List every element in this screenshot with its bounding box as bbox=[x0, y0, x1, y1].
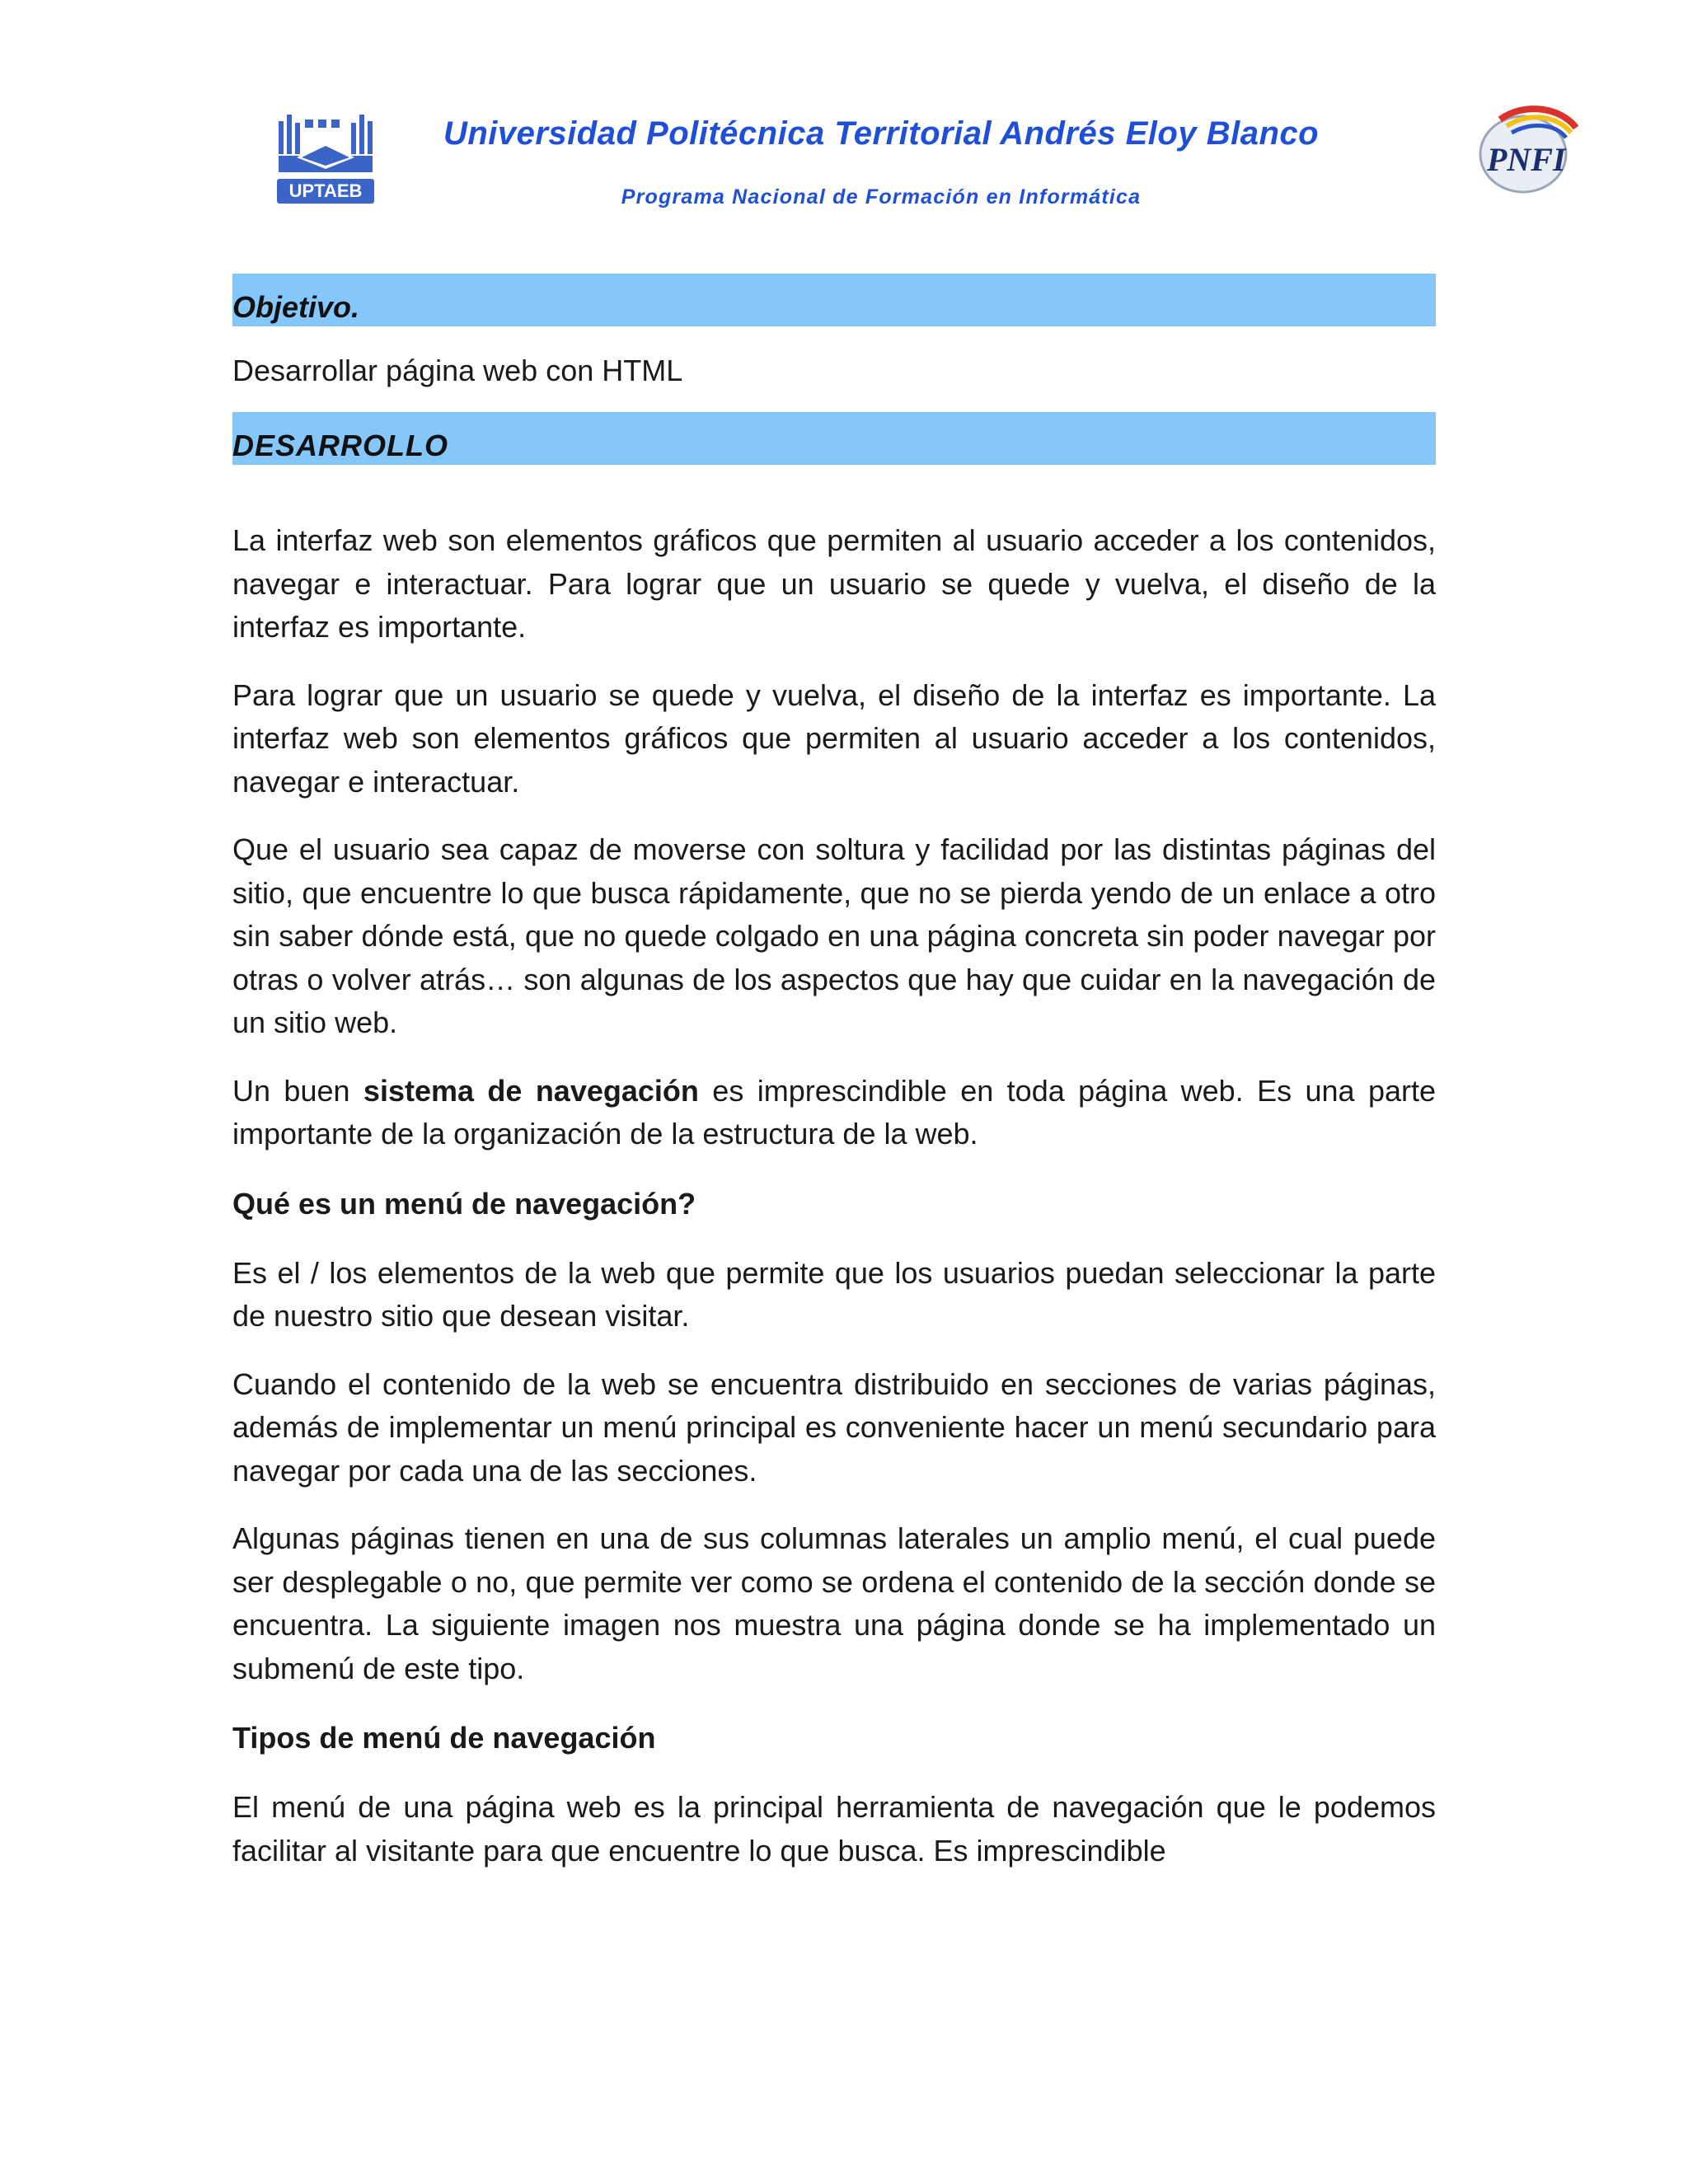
paragraph-3: Que el usuario sea capaz de moverse con soltura y facilidad por las distintas páginas del sitio, que encuentre lo que busca rápidamente, que no se pierda yendo de un enlace a otro sin saber dónde está, que no quede colgado en una página concreta sin poder navegar por otras o volver atrás… son algunas de los aspectos que hay que cuidar en la navegación de un sitio web. bbox=[232, 832, 1436, 1039]
program-subtitle: Programa Nacional de Formación en Informática bbox=[621, 185, 1142, 209]
university-title: Universidad Politécnica Territorial Andrés Eloy Blanco bbox=[443, 115, 1320, 152]
paragraph-8: El menú de una página web es la principal herramienta de navegación que le podemos facilitar al visitante para que encuentre lo que busca. Es imprescindible bbox=[232, 1790, 1436, 1868]
paragraph-4-post: es imprescindible en toda página web. Es una parte importante de la organización de la estructura de la web. bbox=[232, 1073, 1437, 1151]
paragraph-2: Para lograr que un usuario se quede y vuelva, el diseño de la interfaz es importante. La interfaz web son elementos gráficos que permiten al usuario acceder a los contenidos, navegar e interactuar. bbox=[232, 677, 1436, 799]
section-bar-desarrollo bbox=[232, 412, 1436, 465]
pnfi-logo bbox=[1475, 103, 1582, 198]
page-header bbox=[0, 0, 1688, 239]
paragraph-4-pre: Un buen bbox=[232, 1073, 363, 1108]
svg-text:UPTAEB: UPTAEB bbox=[288, 180, 363, 201]
heading-que-es-menu: Qué es un menú de navegación? bbox=[232, 1186, 696, 1221]
heading-tipos-menu: Tipos de menú de navegación bbox=[232, 1721, 656, 1755]
svg-text:PNFI: PNFI bbox=[1487, 141, 1566, 178]
section-bar-objetivo bbox=[232, 274, 1436, 326]
paragraph-1: La interfaz web son elementos gráficos que permiten al usuario acceder a los contenidos, navegar e interactuar. Para lograr que un usuario se quede y vuelva, el diseño de la interfaz es importante. bbox=[232, 523, 1436, 644]
objective-text: Desarrollar página web con HTML bbox=[232, 354, 683, 387]
paragraph-4 bbox=[232, 1070, 1436, 1156]
paragraph-5: Es el / los elementos de la web que permite que los usuarios puedan seleccionar la parte de nuestro sitio que desean visitar. bbox=[232, 1255, 1436, 1333]
paragraph-4-bold: sistema de navegación bbox=[363, 1073, 699, 1108]
paragraph-7: Algunas páginas tienen en una de sus columnas laterales un amplio menú, el cual puede ser desplegable o no, que permite ver como se ordena el contenido de la sección donde se encuentra. La siguiente imagen nos muestra una página donde se ha implementado un submenú de este tipo. bbox=[232, 1521, 1436, 1685]
development-label: DESARROLLO bbox=[232, 429, 448, 462]
paragraph-6: Cuando el contenido de la web se encuentra distribuido en secciones de varias páginas, además de implementar un menú principal es conveniente hacer un menú secundario para navegar por cada una de las secciones. bbox=[232, 1366, 1436, 1488]
document-body bbox=[232, 274, 1436, 1872]
objective-label: Objetivo. bbox=[232, 290, 360, 324]
